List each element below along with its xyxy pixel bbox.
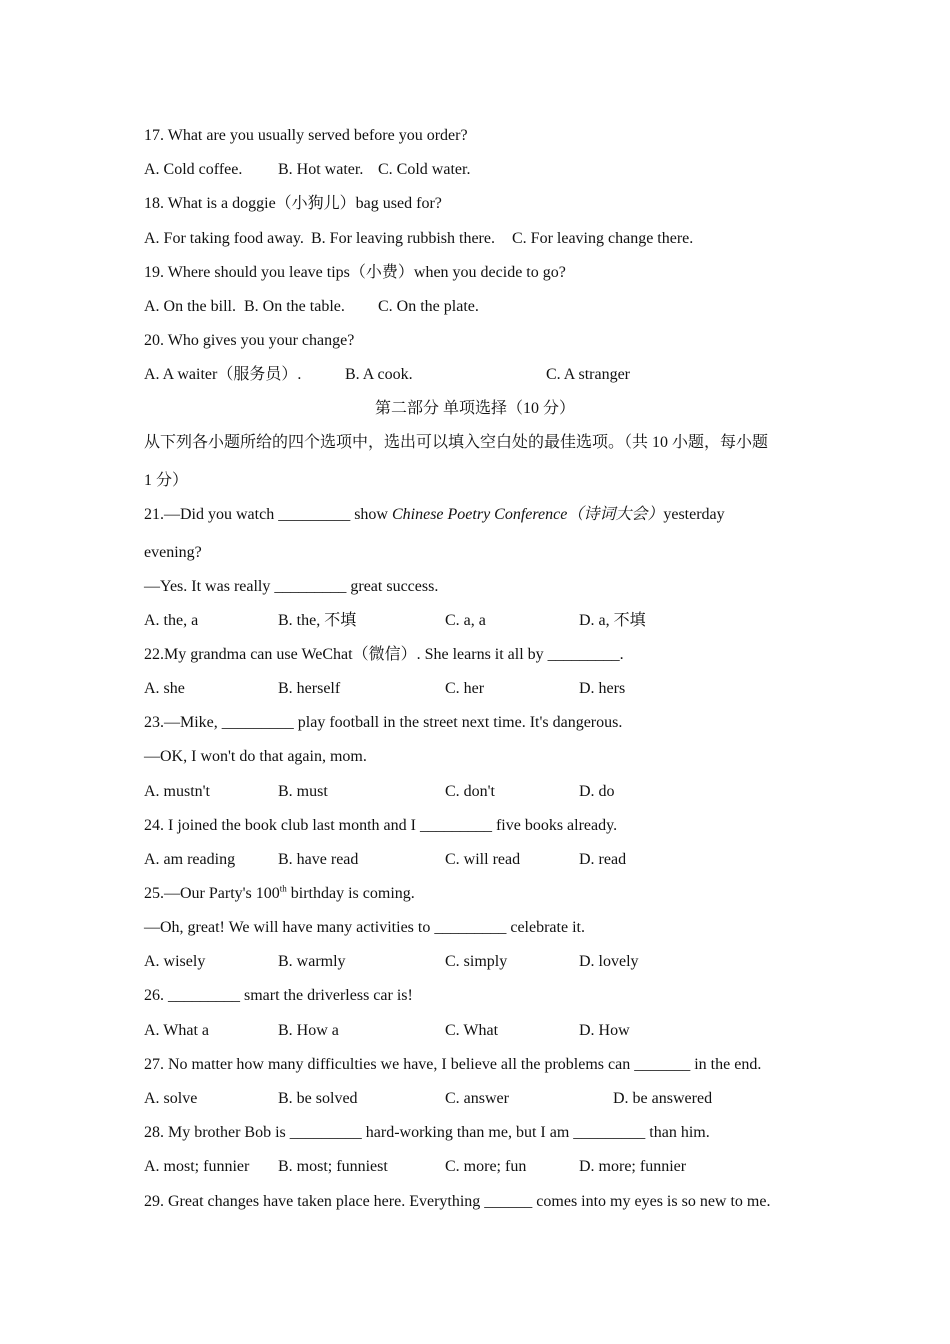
question-26-option-a: A. What a [144, 1022, 210, 1039]
question-25-stem-pre: 25.—Our Party's 100 [144, 885, 280, 902]
question-21-option-c: C. a, a [445, 612, 486, 629]
question-24-option-a: A. am reading [144, 851, 236, 868]
question-21-stem-post: yesterday [663, 506, 725, 523]
question-25-option-b: B. warmly [278, 953, 346, 970]
question-29-stem: 29. Great changes have taken place here. Everything ______ comes into my eyes is so new to me. [144, 1193, 771, 1210]
question-25-reply: —Oh, great! We will have many activities to _________ celebrate it. [144, 919, 585, 936]
question-22-option-a: A. she [144, 680, 185, 697]
question-22-stem: 22.My grandma can use WeChat（微信）. She learns it all by _________. [144, 646, 624, 663]
question-26-option-b: B. How a [278, 1022, 339, 1039]
question-23-reply: —OK, I won't do that again, mom. [144, 748, 367, 765]
question-27-option-a: A. solve [144, 1090, 198, 1107]
question-18-stem: 18. What is a doggie（小狗儿）bag used for? [144, 195, 442, 212]
question-21-stem [144, 505, 725, 525]
question-27-stem: 27. No matter how many difficulties we have, I believe all the problems can _______ in the end. [144, 1056, 762, 1073]
question-21-option-b: B. the, 不填 [278, 612, 357, 629]
question-23-option-b: B. must [278, 783, 328, 800]
question-24-stem: 24. I joined the book club last month and I _________ five books already. [144, 817, 618, 834]
question-23-option-c: C. don't [445, 783, 495, 800]
question-28-option-b: B. most; funniest [278, 1158, 388, 1175]
question-25-option-d: D. lovely [579, 953, 639, 970]
question-22-option-c: C. her [445, 680, 485, 697]
question-26-option-c: C. What [445, 1022, 499, 1039]
section-2-title: 第二部分 单项选择（10 分） [374, 400, 575, 417]
question-24-option-b: B. have read [278, 851, 359, 868]
question-18-option-b: B. For leaving rubbish there. [311, 230, 495, 247]
question-28-option-d: D. more; funnier [579, 1158, 687, 1175]
question-21-stem-cont: evening? [144, 544, 202, 561]
question-20-option-b: B. A cook. [345, 366, 413, 383]
section-2-instructions-cont: 1 分） [144, 472, 189, 489]
question-18-option-a: A. For taking food away. [144, 230, 304, 247]
question-19-stem: 19. Where should you leave tips（小费）when you decide to go? [144, 264, 566, 281]
question-21-reply: —Yes. It was really _________ great success. [144, 578, 439, 595]
question-28-option-c: C. more; fun [445, 1158, 527, 1175]
question-19-option-a: A. On the bill. [144, 298, 236, 315]
question-17-option-c: C. Cold water. [378, 161, 471, 178]
question-25-stem [144, 884, 415, 904]
question-24-option-c: C. will read [445, 851, 521, 868]
question-26-stem: 26. _________ smart the driverless car is! [144, 987, 413, 1004]
question-20-option-a: A. A waiter（服务员）. [144, 366, 302, 383]
question-21-show-title: Chinese Poetry Conference（诗词大会） [391, 506, 664, 523]
question-25-stem-post: birthday is coming. [286, 885, 415, 902]
question-27-option-d: D. be answered [613, 1090, 713, 1107]
question-22-option-b: B. herself [278, 680, 341, 697]
question-17-stem: 17. What are you usually served before you order? [144, 127, 468, 144]
question-25-ordinal-suffix: th [279, 883, 287, 894]
question-27-option-c: C. answer [445, 1090, 509, 1107]
question-18-option-c: C. For leaving change there. [512, 230, 694, 247]
question-21-option-a: A. the, a [144, 612, 199, 629]
question-21-option-d: D. a, 不填 [579, 612, 646, 629]
question-28-option-a: A. most; funnier [144, 1158, 250, 1175]
question-25-option-c: C. simply [445, 953, 508, 970]
question-28-stem: 28. My brother Bob is _________ hard-working than me, but I am _________ than him. [144, 1124, 710, 1141]
question-26-option-d: D. How [579, 1022, 630, 1039]
question-22-option-d: D. hers [579, 680, 626, 697]
question-27-option-b: B. be solved [278, 1090, 358, 1107]
question-17-option-b: B. Hot water. [278, 161, 364, 178]
question-25-option-a: A. wisely [144, 953, 206, 970]
section-2-instructions: 从下列各小题所给的四个选项中，选出可以填入空白处的最佳选项。（共 10 小题，每小题 [144, 434, 769, 451]
question-17-option-a: A. Cold coffee. [144, 161, 243, 178]
question-23-option-d: D. do [579, 783, 615, 800]
question-20-option-c: C. A stranger [546, 366, 630, 383]
question-23-stem: 23.—Mike, _________ play football in the street next time. It's dangerous. [144, 714, 623, 731]
question-20-stem: 20. Who gives you your change? [144, 332, 355, 349]
question-19-option-c: C. On the plate. [378, 298, 479, 315]
question-19-option-b: B. On the table. [244, 298, 345, 315]
question-21-stem-pre: 21.—Did you watch _________ show [144, 506, 392, 523]
question-24-option-d: D. read [579, 851, 627, 868]
question-23-option-a: A. mustn't [144, 783, 210, 800]
